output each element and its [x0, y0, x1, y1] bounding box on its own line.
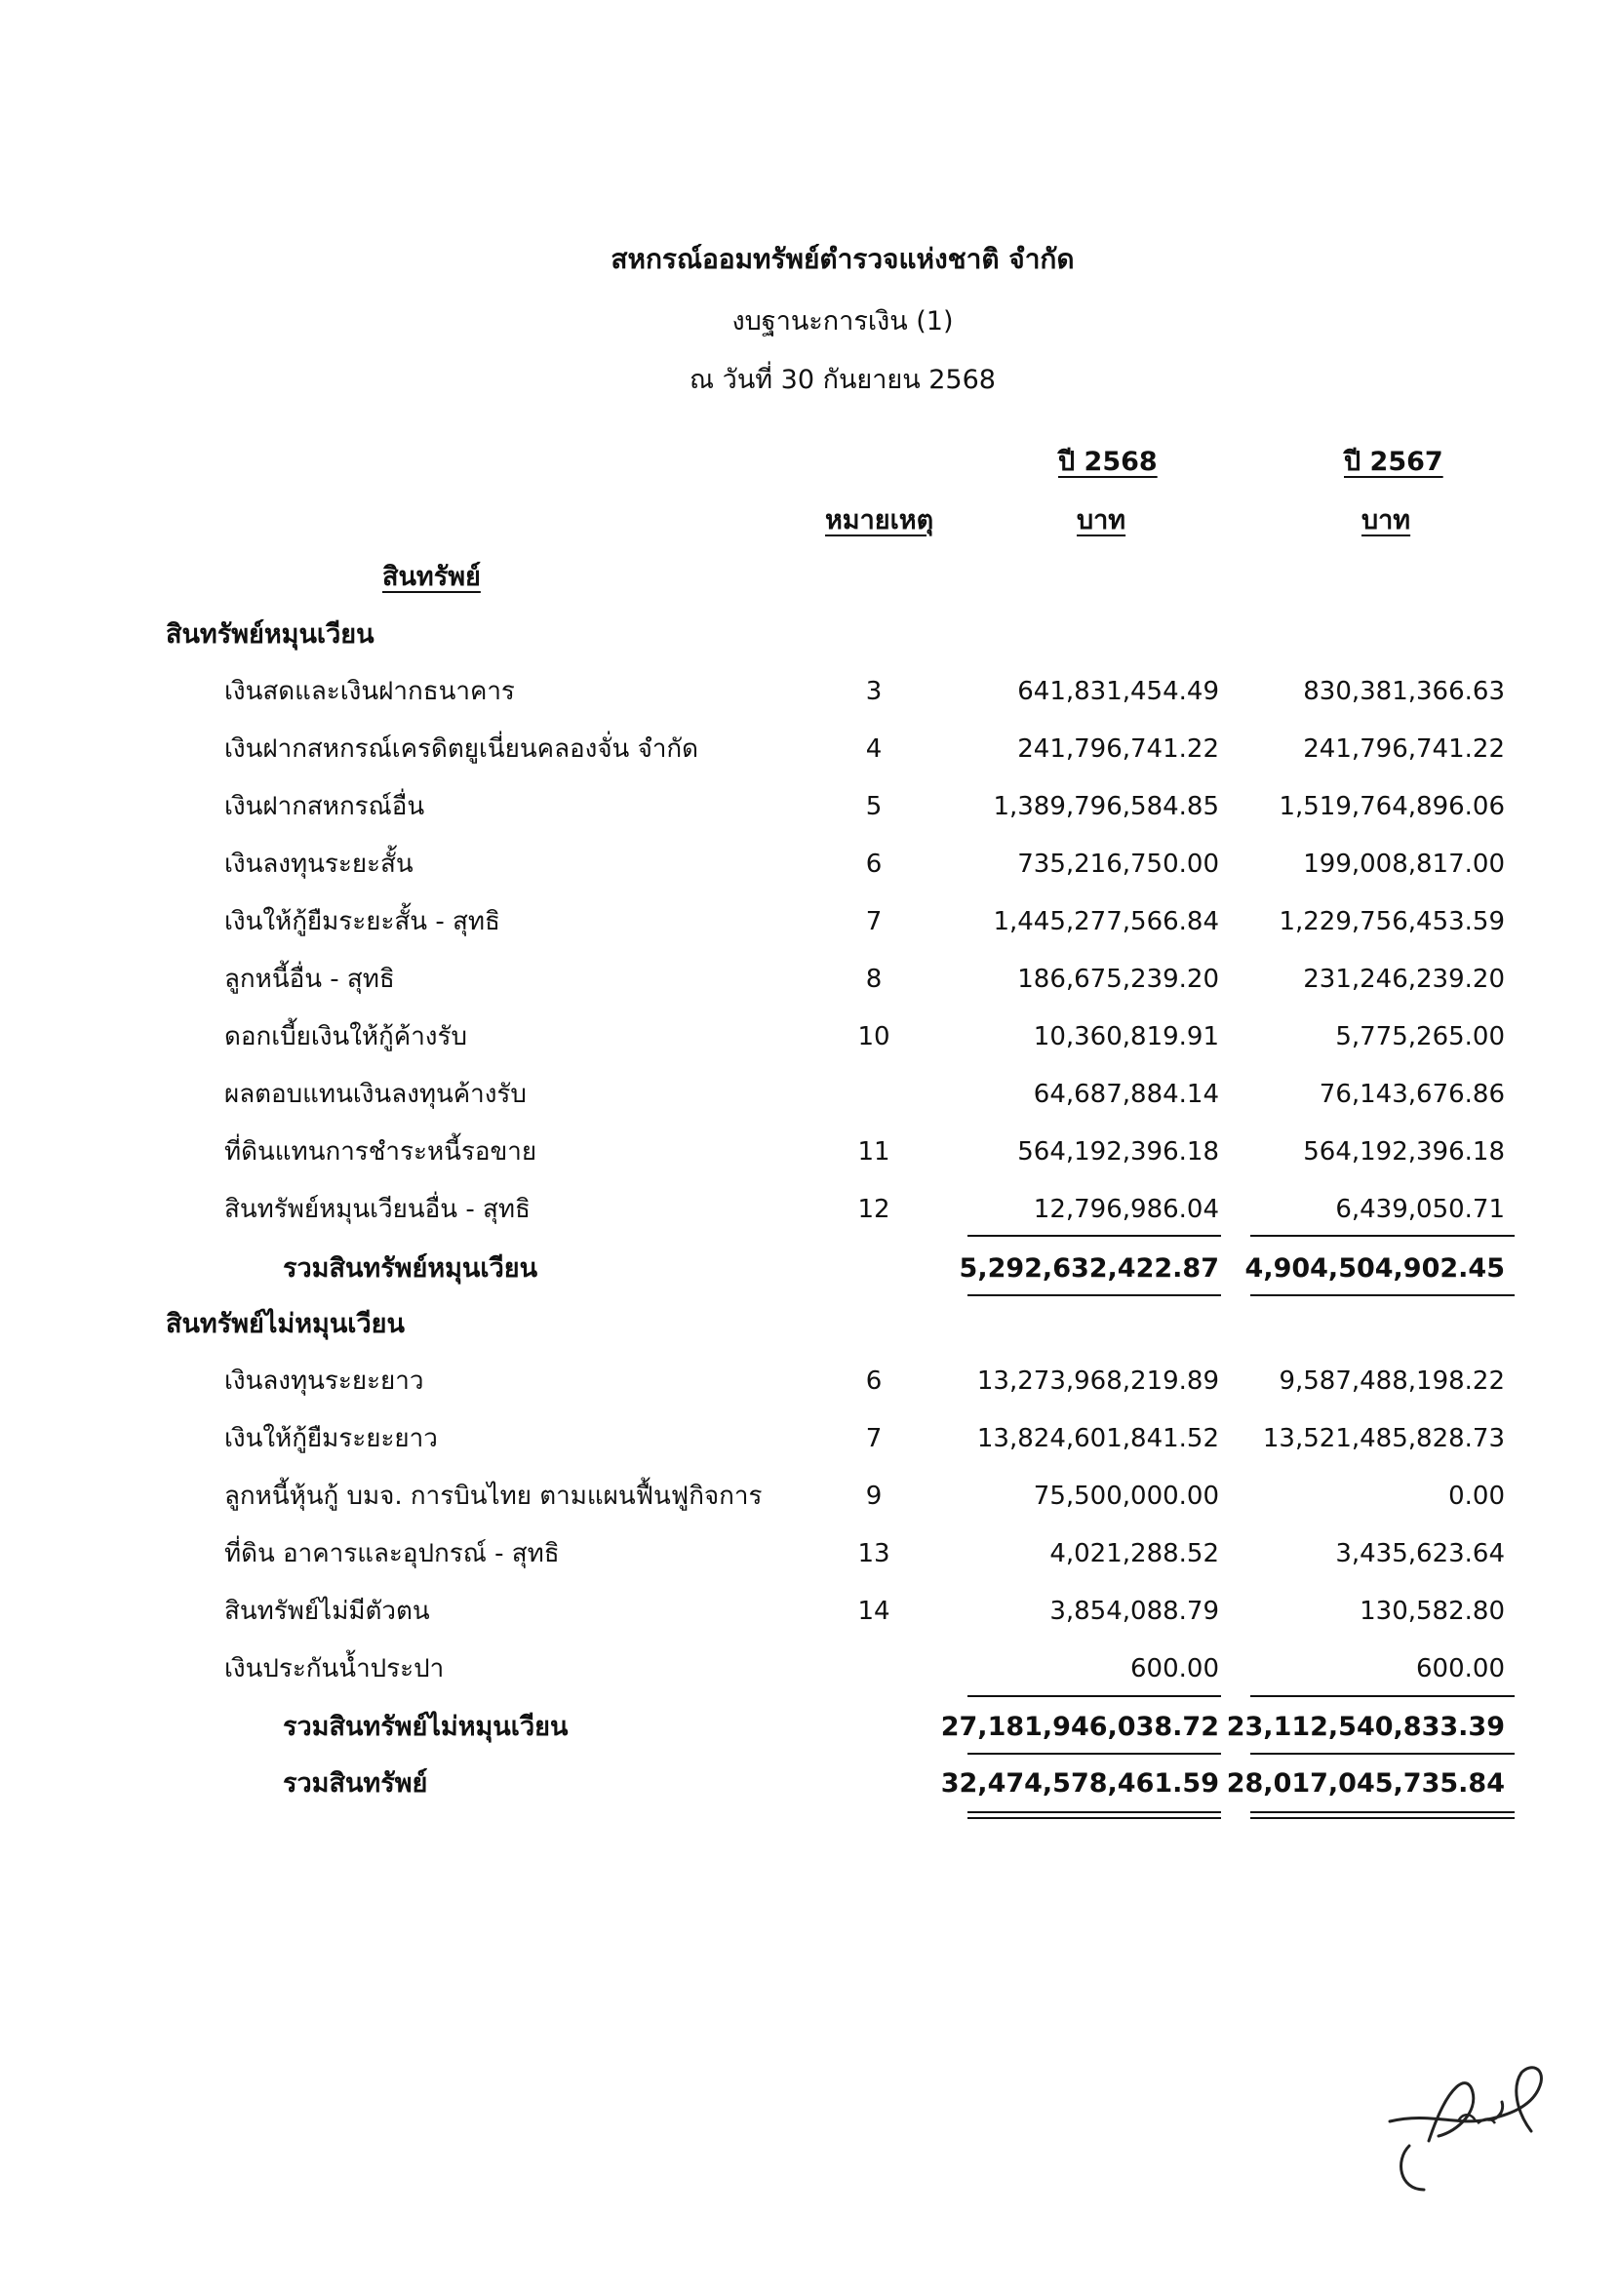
row-note: 3	[865, 677, 883, 706]
row-label: เงินสดและเงินฝากธนาคาร	[224, 677, 515, 706]
row-value-2568: 13,273,968,219.89	[976, 1366, 1219, 1396]
row-label: เงินฝากสหกรณ์เครดิตยูเนี่ยนคลองจั่น จำกัด	[224, 734, 699, 764]
row-label: สินทรัพย์หมุนเวียนอื่น - สุทธิ	[224, 1195, 531, 1224]
row-note: 6	[865, 850, 883, 879]
double-underline-top-2567	[1250, 1811, 1515, 1813]
current-assets-total-2568: 5,292,632,422.87	[959, 1253, 1219, 1284]
current-assets-heading: สินทรัพย์หมุนเวียน	[166, 619, 375, 650]
row-note: 8	[865, 965, 883, 994]
row-label: ลูกหนี้หุ้นกู้ บมจ. การบินไทย ตามแผนฟื้นฟูกิจการ	[224, 1482, 763, 1511]
row-value-2567: 3,435,623.64	[1335, 1539, 1505, 1568]
row-label: เงินลงทุนระยะยาว	[224, 1366, 424, 1396]
subtotal-line-2568	[967, 1695, 1221, 1697]
row-value-2568: 1,389,796,584.85	[993, 792, 1219, 821]
noncurrent-assets-heading: สินทรัพย์ไม่หมุนเวียน	[166, 1309, 405, 1339]
row-note: 14	[857, 1597, 890, 1626]
row-note: 4	[865, 734, 883, 764]
noncurrent-assets-total-label: รวมสินทรัพย์ไม่หมุนเวียน	[283, 1712, 569, 1742]
statement-title: งบฐานะการเงิน (1)	[731, 306, 954, 336]
total-underline-2567	[1250, 1294, 1515, 1296]
row-note: 10	[857, 1022, 890, 1051]
row-value-2568: 641,831,454.49	[1017, 677, 1219, 706]
row-label: สินทรัพย์ไม่มีตัวตน	[224, 1597, 430, 1626]
row-value-2567: 1,519,764,896.06	[1279, 792, 1505, 821]
row-note: 7	[865, 907, 883, 936]
row-value-2567: 13,521,485,828.73	[1262, 1424, 1505, 1453]
row-note: 11	[857, 1137, 890, 1167]
row-note: 5	[865, 792, 883, 821]
row-label: ที่ดินแทนการชำระหนี้รอขาย	[224, 1137, 537, 1167]
row-value-2568: 600.00	[1130, 1654, 1219, 1683]
assets-heading: สินทรัพย์	[382, 562, 481, 592]
subtotal-line-2567	[1250, 1235, 1515, 1237]
row-value-2567: 600.00	[1416, 1654, 1505, 1683]
row-value-2568: 735,216,750.00	[1017, 850, 1219, 879]
statement-date: ณ วันที่ 30 กันยายน 2568	[690, 365, 996, 395]
noncurrent-assets-total-2567: 23,112,540,833.39	[1226, 1712, 1505, 1742]
col-year-2568: ปี 2568	[1058, 447, 1158, 477]
row-value-2567: 9,587,488,198.22	[1279, 1366, 1505, 1396]
signature-icon	[1370, 2053, 1565, 2213]
col-year-2567: ปี 2567	[1344, 447, 1443, 477]
row-value-2568: 12,796,986.04	[1033, 1195, 1219, 1224]
total-underline-2568	[967, 1753, 1221, 1755]
current-assets-total-2567: 4,904,504,902.45	[1244, 1253, 1505, 1284]
row-value-2567: 0.00	[1448, 1482, 1505, 1511]
col-unit-2568: บาท	[1077, 505, 1126, 535]
row-note: 7	[865, 1424, 883, 1453]
row-label: เงินลงทุนระยะสั้น	[224, 850, 414, 879]
row-value-2567: 1,229,756,453.59	[1279, 907, 1505, 936]
row-value-2567: 830,381,366.63	[1303, 677, 1505, 706]
org-name: สหกรณ์ออมทรัพย์ตำรวจแห่งชาติ จำกัด	[611, 243, 1075, 275]
row-label: ดอกเบี้ยเงินให้กู้ค้างรับ	[224, 1022, 467, 1051]
noncurrent-assets-total-2568: 27,181,946,038.72	[940, 1712, 1219, 1742]
col-note: หมายเหตุ	[825, 505, 934, 535]
row-label: เงินให้กู้ยืมระยะยาว	[224, 1424, 438, 1453]
row-label: เงินประกันน้ำประปา	[224, 1654, 445, 1683]
row-value-2568: 64,687,884.14	[1033, 1080, 1219, 1109]
double-underline-bottom-2567	[1250, 1817, 1515, 1819]
row-value-2568: 1,445,277,566.84	[993, 907, 1219, 936]
row-value-2567: 6,439,050.71	[1335, 1195, 1505, 1224]
row-note: 12	[857, 1195, 890, 1224]
row-value-2567: 564,192,396.18	[1303, 1137, 1505, 1167]
total-underline-2567	[1250, 1753, 1515, 1755]
current-assets-total-label: รวมสินทรัพย์หมุนเวียน	[283, 1253, 538, 1284]
row-label: เงินให้กู้ยืมระยะสั้น - สุทธิ	[224, 907, 500, 936]
row-value-2568: 3,854,088.79	[1049, 1597, 1219, 1626]
row-value-2567: 130,582.80	[1360, 1597, 1505, 1626]
row-value-2568: 13,824,601,841.52	[976, 1424, 1219, 1453]
row-note: 9	[865, 1482, 883, 1511]
row-value-2568: 4,021,288.52	[1049, 1539, 1219, 1568]
row-label: ผลตอบแทนเงินลงทุนค้างรับ	[224, 1080, 527, 1109]
row-value-2567: 5,775,265.00	[1335, 1022, 1505, 1051]
row-value-2567: 76,143,676.86	[1319, 1080, 1505, 1109]
subtotal-line-2568	[967, 1235, 1221, 1237]
total-assets-label: รวมสินทรัพย์	[283, 1768, 428, 1799]
total-assets-2568: 32,474,578,461.59	[940, 1768, 1219, 1799]
double-underline-top-2568	[967, 1811, 1221, 1813]
row-value-2568: 10,360,819.91	[1033, 1022, 1219, 1051]
row-value-2567: 241,796,741.22	[1303, 734, 1505, 764]
row-value-2568: 241,796,741.22	[1017, 734, 1219, 764]
row-value-2567: 199,008,817.00	[1303, 850, 1505, 879]
row-label: เงินฝากสหกรณ์อื่น	[224, 792, 425, 821]
row-value-2568: 186,675,239.20	[1017, 965, 1219, 994]
row-label: ที่ดิน อาคารและอุปกรณ์ - สุทธิ	[224, 1539, 560, 1568]
total-assets-2567: 28,017,045,735.84	[1226, 1768, 1505, 1799]
row-label: ลูกหนี้อื่น - สุทธิ	[224, 965, 395, 994]
total-underline-2568	[967, 1294, 1221, 1296]
row-note: 6	[865, 1366, 883, 1396]
row-value-2568: 75,500,000.00	[1033, 1482, 1219, 1511]
double-underline-bottom-2568	[967, 1817, 1221, 1819]
row-value-2567: 231,246,239.20	[1303, 965, 1505, 994]
row-note: 13	[857, 1539, 890, 1568]
row-value-2568: 564,192,396.18	[1017, 1137, 1219, 1167]
col-unit-2567: บาท	[1361, 505, 1411, 535]
subtotal-line-2567	[1250, 1695, 1515, 1697]
